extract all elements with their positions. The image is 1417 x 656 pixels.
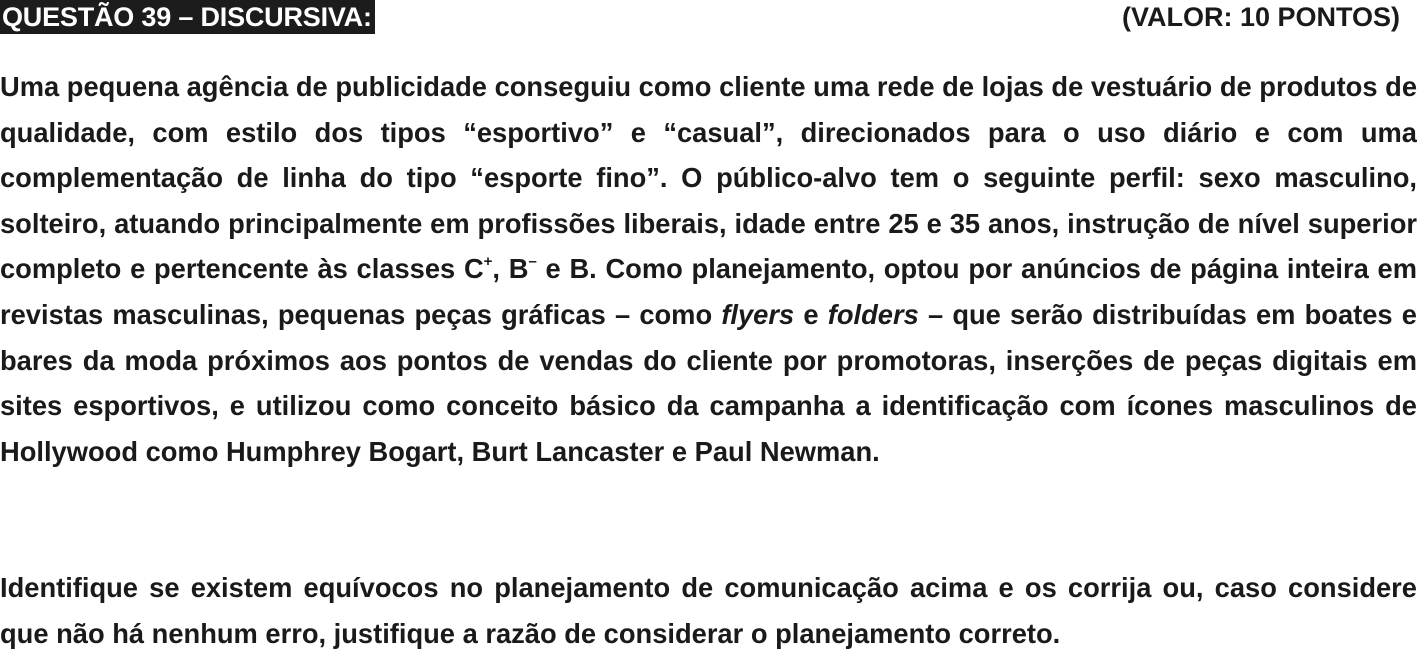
superscript-plus: + bbox=[483, 253, 493, 271]
statement-text-4: e bbox=[794, 298, 828, 330]
statement-text-1: Uma pequena agência de publicidade conseguiu como cliente uma rede de lojas de vestuário de produtos de qualidade, com estilo dos tipos “esportivo” e “casual”, direcionados para o uso diário e com uma complementação de linha do tipo “esporte fino”. O público-alvo tem o seguinte perfil: sexo masculino, solteiro, atuando principalmente em profissões liberais, idade entre 25 e 35 anos, instrução de nível superior completo e pertencente às classes C bbox=[0, 71, 1417, 285]
question-header bbox=[0, 0, 1417, 36]
question-value: (VALOR: 10 PONTOS) bbox=[1121, 2, 1400, 32]
statement-text-5: – que serão distribuídas em boates e bares da moda próximos aos pontos de vendas do cliente por promotoras, inserções de peças digitais em sites esportivos, e utilizou como conceito básico da campanha a identificação com ícones masculinos de Hollywood como Humphrey Bogart, Burt Lancaster e Paul Newman. bbox=[0, 298, 1417, 467]
statement-text-3: e B. Como planejamento, optou por anúncios de página inteira em revistas masculinas, pequenas peças gráficas – como bbox=[0, 253, 1417, 330]
question-statement bbox=[0, 64, 1417, 474]
italic-folders: folders bbox=[827, 298, 919, 330]
italic-flyers: flyers bbox=[721, 298, 795, 330]
superscript-minus: – bbox=[528, 253, 537, 271]
statement-text-2: , B bbox=[492, 253, 529, 285]
question-instruction: Identifique se existem equívocos no planejamento de comunicação acima e os corrija ou, caso considere que não há nenhum erro, justifique a razão de considerar o planejamento correto. bbox=[0, 572, 1417, 649]
question-label: QUESTÃO 39 – DISCURSIVA: bbox=[0, 0, 375, 34]
